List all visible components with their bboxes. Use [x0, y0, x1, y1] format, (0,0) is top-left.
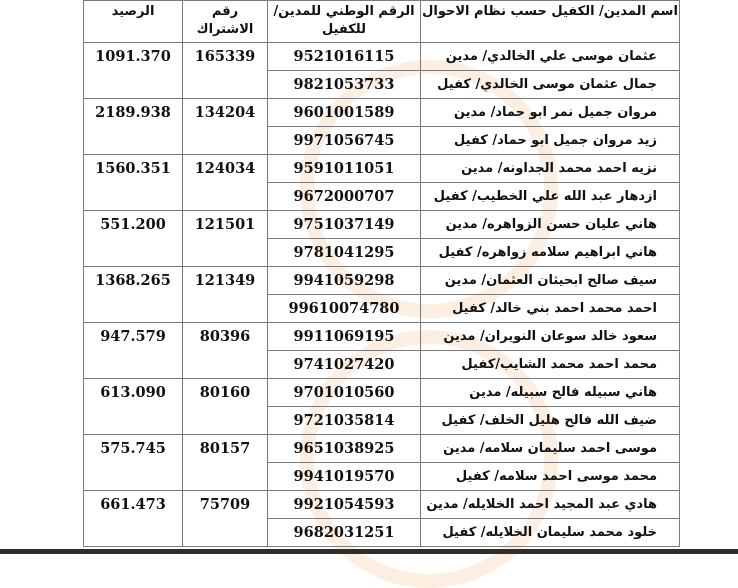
national-id: 9682031251	[268, 519, 421, 547]
bottom-photo-strip	[0, 549, 738, 554]
subscription-number: 75709	[183, 491, 268, 547]
subscription-number: 165339	[183, 43, 268, 99]
subscription-number: 134204	[183, 99, 268, 155]
debtors-table	[83, 0, 680, 547]
subscription-number: 124034	[183, 155, 268, 211]
person-name: عثمان موسى علي الخالدي/ مدين	[421, 43, 680, 71]
table-header-row	[84, 1, 680, 43]
table-row	[84, 435, 680, 463]
person-name: محمد احمد محمد الشايب/كفيل	[421, 351, 680, 379]
balance: 613.090	[84, 379, 183, 435]
person-name: هادي عبد المجيد احمد الخلايله/ مدين	[421, 491, 680, 519]
table-row	[84, 379, 680, 407]
person-name: سيف صالح ابحيثان العثمان/ مدين	[421, 267, 680, 295]
national-id: 9701010560	[268, 379, 421, 407]
header-national-id: الرقم الوطني للمدين/للكفيل	[268, 1, 421, 43]
national-id: 9721035814	[268, 407, 421, 435]
balance: 551.200	[84, 211, 183, 267]
balance: 1091.370	[84, 43, 183, 99]
person-name: ازدهار عبد الله علي الخطيب/ كفيل	[421, 183, 680, 211]
person-name: احمد محمد احمد بني خالد/ كفيل	[421, 295, 680, 323]
national-id: 9591011051	[268, 155, 421, 183]
person-name: زيد مروان جميل ابو حماد/ كفيل	[421, 127, 680, 155]
header-name: اسم المدين/ الكفيل حسب نظام الاحوال	[421, 1, 680, 43]
person-name: محمد موسى احمد سلامه/ كفيل	[421, 463, 680, 491]
balance: 575.745	[84, 435, 183, 491]
subscription-number: 121349	[183, 267, 268, 323]
balance: 1560.351	[84, 155, 183, 211]
national-id: 9971056745	[268, 127, 421, 155]
national-id: 9741027420	[268, 351, 421, 379]
subscription-number: 80396	[183, 323, 268, 379]
national-id: 9651038925	[268, 435, 421, 463]
national-id: 9821053733	[268, 71, 421, 99]
national-id: 9521016115	[268, 43, 421, 71]
table-row	[84, 155, 680, 183]
person-name: خلود محمد سليمان الخلايله/ كفيل	[421, 519, 680, 547]
header-balance: الرصيد	[84, 1, 183, 43]
header-subscription: رقم الاشتراك	[183, 1, 268, 43]
person-name: سعود خالد سوعان النويران/ مدين	[421, 323, 680, 351]
table-row	[84, 43, 680, 71]
table-row	[84, 211, 680, 239]
balance: 2189.938	[84, 99, 183, 155]
table-row	[84, 99, 680, 127]
subscription-number: 80157	[183, 435, 268, 491]
national-id: 9781041295	[268, 239, 421, 267]
person-name: موسى احمد سليمان سلامه/ مدين	[421, 435, 680, 463]
national-id: 9601001589	[268, 99, 421, 127]
national-id: 9921054593	[268, 491, 421, 519]
person-name: مروان جميل نمر ابو حماد/ مدين	[421, 99, 680, 127]
person-name: هاني سبيله فالح سبيله/ مدين	[421, 379, 680, 407]
national-id: 9941059298	[268, 267, 421, 295]
balance: 1368.265	[84, 267, 183, 323]
person-name: هاني عليان حسن الزواهره/ مدين	[421, 211, 680, 239]
person-name: نزيه احمد محمد الجداونه/ مدين	[421, 155, 680, 183]
national-id: 99610074780	[268, 295, 421, 323]
national-id: 9672000707	[268, 183, 421, 211]
person-name: جمال عثمان موسى الخالدي/ كفيل	[421, 71, 680, 99]
balance: 947.579	[84, 323, 183, 379]
balance: 661.473	[84, 491, 183, 547]
national-id: 9911069195	[268, 323, 421, 351]
table-row	[84, 323, 680, 351]
table-row	[84, 267, 680, 295]
national-id: 9941019570	[268, 463, 421, 491]
person-name: ضيف الله فالح هليل الخلف/ كفيل	[421, 407, 680, 435]
subscription-number: 80160	[183, 379, 268, 435]
subscription-number: 121501	[183, 211, 268, 267]
national-id: 9751037149	[268, 211, 421, 239]
person-name: هاني ابراهيم سلامه زواهره/ كفيل	[421, 239, 680, 267]
table-row	[84, 491, 680, 519]
